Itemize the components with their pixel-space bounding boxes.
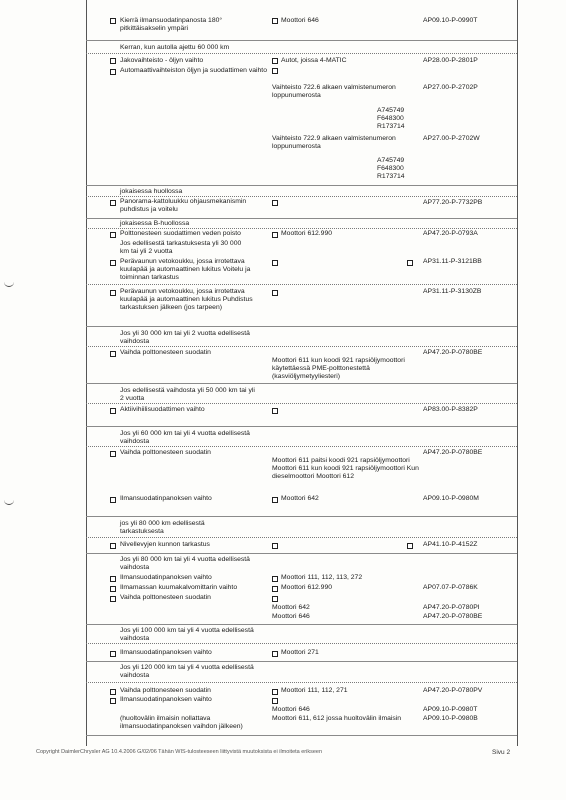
- model-text: Moottori 111, 112, 271: [281, 687, 348, 694]
- operation-text: Perävaunun vetokoukku, jossa irrotettava kuulapää ja automaattinen lukitus Voitelu ja toiminnan tarkastus: [120, 258, 251, 281]
- ap-code: AP09.10-P-0980M: [423, 495, 479, 502]
- copyright-footer: Copyright DaimlerChrysler AG 10.4.2006 G/02/06 Tähän WIS-tulosteeseen liittyvistä muutoksista ei ilmoiteta erikseen: [36, 749, 323, 755]
- checkbox: [110, 576, 116, 582]
- model-text: Autot, joissa 4-MATIC: [281, 57, 347, 64]
- condition-text: Jos edellisestä tarkastuksesta yli 30 000 km tai yli 2 vuotta: [120, 240, 242, 255]
- row-divider: [86, 446, 517, 447]
- ap-code: AP47.20-P-0780PI: [423, 604, 480, 611]
- checkbox: [110, 698, 116, 704]
- operation-text: Nivellevyjen kunnon tarkastus: [120, 541, 210, 548]
- row-divider: [86, 326, 517, 327]
- checkbox: [272, 232, 278, 238]
- checkbox: [272, 290, 278, 296]
- ap-code: AP09.10-P-0990T: [423, 17, 478, 24]
- checkbox: [272, 497, 278, 503]
- row-divider: [86, 624, 517, 625]
- operation-text: Ilmansuodatinpanoksen vaihto: [120, 649, 212, 656]
- checkbox: [110, 290, 116, 296]
- operation-text: Vaihda polttonesteen suodatin: [120, 449, 211, 456]
- model-text: Moottori 612.990: [281, 230, 333, 237]
- checkbox: [110, 497, 116, 503]
- operation-text: Aktiivihiilisuodattimen vaihto: [120, 406, 205, 413]
- row-divider: [86, 53, 517, 54]
- checkbox: [272, 543, 278, 549]
- checkbox: [272, 18, 278, 24]
- ap-code: AP41.10-P-4152Z: [423, 541, 478, 548]
- checkbox: [110, 200, 116, 206]
- checkbox: [110, 651, 116, 657]
- operation-text: Vaihda polttonesteen suodatin: [120, 349, 211, 356]
- row-divider: [86, 383, 517, 384]
- model-text: Moottori 642: [272, 604, 310, 611]
- row-divider: [86, 284, 517, 285]
- serial-number: R173714: [377, 173, 405, 180]
- checkbox: [110, 69, 116, 75]
- row-divider: [86, 661, 517, 662]
- checkbox: [110, 596, 116, 602]
- operation-text: Ilmansuodatinpanoksen vaihto: [120, 495, 212, 502]
- checkbox: [407, 260, 413, 266]
- operation-text: Ilmansuodatinpanoksen vaihto: [120, 696, 212, 703]
- section-heading: Jos yli 100 000 km tai yli 4 vuotta edellisestä vaihdosta: [120, 627, 254, 642]
- row-divider: [86, 196, 517, 197]
- operation-text: Ilmansuodatinpanoksen vaihto: [120, 574, 212, 581]
- row-divider: [86, 218, 517, 219]
- section-heading: jokaisessa B-huollossa: [120, 220, 190, 227]
- model-text: Moottori 646: [281, 17, 319, 24]
- operation-text: Automaattivaihteiston öljyn ja suodattimen vaihto: [120, 67, 267, 74]
- table-bottom-border: [86, 735, 517, 736]
- model-text: Moottori 271: [281, 649, 319, 656]
- model-text: Vaihteisto 722.6 alkaen valmistenumeron loppunumerosta: [272, 84, 396, 99]
- checkbox: [110, 451, 116, 457]
- operation-text: Vaihda polttonesteen suodatin: [120, 687, 211, 694]
- checkbox: [110, 689, 116, 695]
- operation-text: Vaihda polttonesteen suodatin: [120, 594, 211, 601]
- ap-code: AP07.07-P-0786K: [423, 584, 478, 591]
- ap-code: AP28.00-P-2801P: [423, 57, 478, 64]
- section-heading: Kerran, kun autolla ajettu 60 000 km: [120, 44, 230, 51]
- model-text: Moottori 611, 612 jossa huoltovälin ilmaisin: [272, 715, 402, 722]
- section-heading: Jos edellisestä vaihdosta yli 50 000 km tai yli 2 vuotta: [120, 387, 255, 402]
- checkbox: [272, 689, 278, 695]
- table-border-right: [517, 0, 518, 746]
- punch-mark: [4, 498, 14, 505]
- model-text: Moottori 646: [272, 706, 310, 713]
- operation-text: Kierrä ilmansuodatinpanosta 180° pitkittäisakselin ympäri: [120, 17, 223, 32]
- checkbox: [272, 260, 278, 266]
- row-divider: [86, 553, 517, 554]
- serial-number: F648300: [377, 165, 404, 172]
- serial-number: A745749: [377, 107, 405, 114]
- row-divider: [86, 403, 517, 404]
- checkbox: [272, 698, 278, 704]
- checkbox: [110, 58, 116, 64]
- model-text: Moottori 646: [272, 613, 310, 620]
- ap-code: AP27.00-P-2702W: [423, 135, 480, 142]
- row-divider: [86, 537, 517, 538]
- checkbox: [110, 543, 116, 549]
- ap-code: AP47.20-P-0780BE: [423, 349, 483, 356]
- ap-code: AP31.11-P-3130ZB: [423, 288, 482, 295]
- checkbox: [272, 586, 278, 592]
- operation-text: Panorama-kattoluukku ohjausmekanismin puhdistus ja voitelu: [120, 198, 247, 213]
- checkbox: [272, 596, 278, 602]
- checkbox: [272, 58, 278, 64]
- table-border-left: [86, 0, 87, 746]
- row-divider: [86, 40, 517, 41]
- ap-code: AP47.20-P-0780PV: [423, 687, 483, 694]
- section-heading: Jos yli 60 000 km tai yli 4 vuotta edellisestä vaihdosta: [120, 430, 250, 445]
- section-heading: jos yli 80 000 km edellisestä tarkastuksesta: [120, 520, 205, 535]
- ap-code: AP83.00-P-8382P: [423, 406, 478, 413]
- checkbox: [110, 18, 116, 24]
- row-divider: [86, 426, 517, 427]
- ap-code: AP47.20-P-0780BE: [423, 449, 483, 456]
- ap-code: AP47.20-P-0780BE: [423, 613, 483, 620]
- row-divider: [86, 185, 517, 186]
- operation-text: Polttonesteen suodattimen veden poisto: [120, 230, 241, 237]
- model-text: Moottori 642: [281, 495, 319, 502]
- checkbox: [272, 651, 278, 657]
- model-text: Vaihteisto 722.9 alkaen valmistenumeron loppunumerosta: [272, 135, 396, 150]
- checkbox: [110, 351, 116, 357]
- serial-number: A745749: [377, 157, 405, 164]
- checkbox: [272, 408, 278, 414]
- checkbox: [110, 232, 116, 238]
- checkbox: [110, 408, 116, 414]
- section-heading: Jos yli 120 000 km tai yli 4 vuotta edellisestä vaihdosta: [120, 664, 254, 679]
- model-text: Moottori 611 paitsi koodi 921 rapsiöljymoottori Moottori 611 kun koodi 921 rapsiöljymoottori Kun dieselmoottori Moottori 612: [272, 457, 419, 480]
- ap-code: AP27.00-P-2702P: [423, 84, 478, 91]
- checkbox: [272, 200, 278, 206]
- row-divider: [86, 682, 517, 683]
- section-heading: Jos yli 30 000 km tai yli 2 vuotta edellisestä vaihdosta: [120, 330, 250, 345]
- ap-code: AP47.20-P-0793A: [423, 230, 478, 237]
- section-heading: jokaisessa huollossa: [120, 188, 183, 195]
- operation-text: Ilmamassan kuumakalvomittarin vaihto: [120, 584, 238, 591]
- ap-code: AP31.11-P-3121BB: [423, 258, 482, 265]
- ap-code: AP77.20-P-7732PB: [423, 199, 483, 206]
- model-text: Moottori 612.990: [281, 584, 333, 591]
- punch-mark: [4, 280, 14, 287]
- operation-text: (huoltovälin ilmaisin nollattava ilmansuodatinpanoksen vaihdon jälkeen): [120, 715, 243, 730]
- checkbox: [407, 543, 413, 549]
- operation-text: Jakovaihteisto - öljyn vaihto: [120, 57, 204, 64]
- checkbox: [272, 68, 278, 74]
- row-divider: [86, 516, 517, 517]
- row-divider: [86, 228, 517, 229]
- section-heading: Jos yli 80 000 km tai yli 4 vuotta edellisestä vaihdosta: [120, 556, 250, 571]
- serial-number: R173714: [377, 123, 405, 130]
- checkbox: [110, 260, 116, 266]
- row-divider: [86, 643, 517, 644]
- checkbox: [272, 576, 278, 582]
- ap-code: AP09.10-P-0980B: [423, 715, 478, 722]
- operation-text: Perävaunun vetokoukku, jossa irrotettava kuulapää ja automaattinen lukitus Puhdistus tarkastuksen jälkeen (jos tarpeen): [120, 288, 253, 311]
- row-divider: [86, 346, 517, 347]
- model-text: Moottori 611 kun koodi 921 rapsiöljymoottori käytettäessä PME-polttonestettä (kasviöljymetyyliesteri): [272, 357, 405, 380]
- model-text: Moottori 111, 112, 113, 272: [281, 574, 363, 581]
- checkbox: [110, 586, 116, 592]
- page-number: Sivu 2: [492, 749, 511, 756]
- ap-code: AP09.10-P-0980T: [423, 706, 478, 713]
- serial-number: F648300: [377, 115, 404, 122]
